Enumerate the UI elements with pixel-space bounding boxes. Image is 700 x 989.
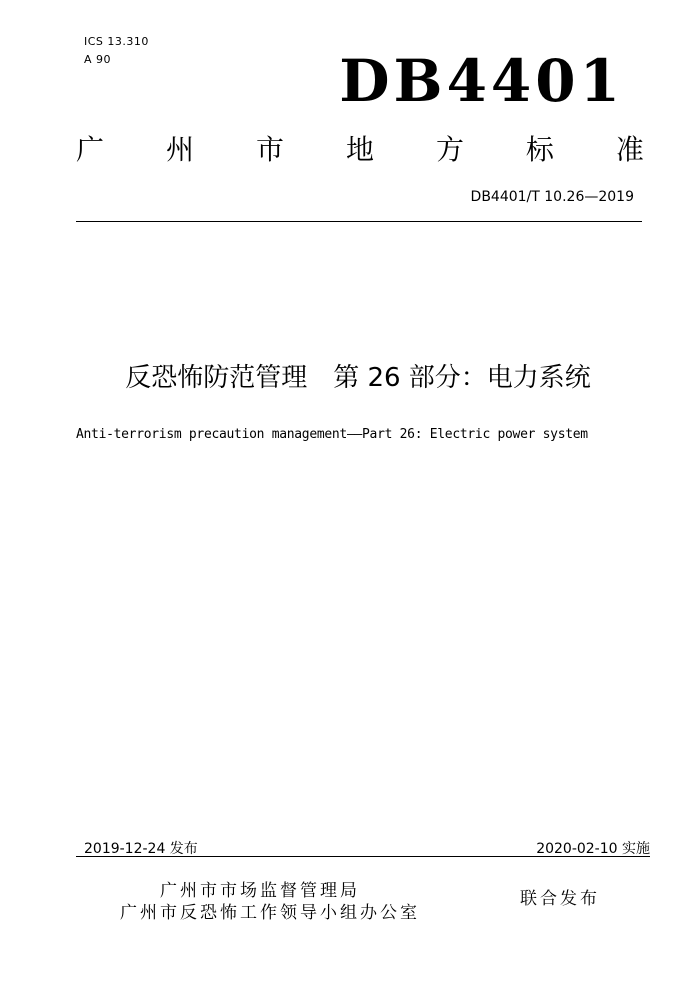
- standard-type-char: 州: [165, 133, 194, 166]
- standard-type-char: 准: [615, 133, 644, 166]
- standard-type-heading: [76, 133, 644, 167]
- standard-type-char: 市: [255, 133, 284, 166]
- issuer-line-1: 广州市市场监督管理局: [160, 881, 360, 901]
- footer-divider: [76, 856, 650, 857]
- standard-type-char: 地: [345, 133, 374, 166]
- standard-type-char: 广: [76, 133, 105, 166]
- ccs-code: A 90: [84, 53, 112, 66]
- standard-type-char: 标: [525, 133, 554, 166]
- issue-date: 2019-12-24 发布: [84, 841, 198, 857]
- standard-code-logo: DB4401: [339, 47, 624, 115]
- standard-type-char: 方: [435, 133, 464, 166]
- ics-code: ICS 13.310: [84, 35, 149, 48]
- standard-number: DB4401/T 10.26—2019: [470, 189, 634, 205]
- document-title-chinese: 反恐怖防范管理 第 26 部分：电力系统: [125, 363, 591, 393]
- joint-release-label: 联合发布: [520, 889, 600, 909]
- implementation-date: 2020-02-10 实施: [536, 841, 650, 857]
- document-title-english: Anti-terrorism precaution management——Part 26: Electric power system: [76, 427, 588, 442]
- header-divider: [76, 221, 642, 222]
- issuer-line-2: 广州市反恐怖工作领导小组办公室: [120, 903, 420, 923]
